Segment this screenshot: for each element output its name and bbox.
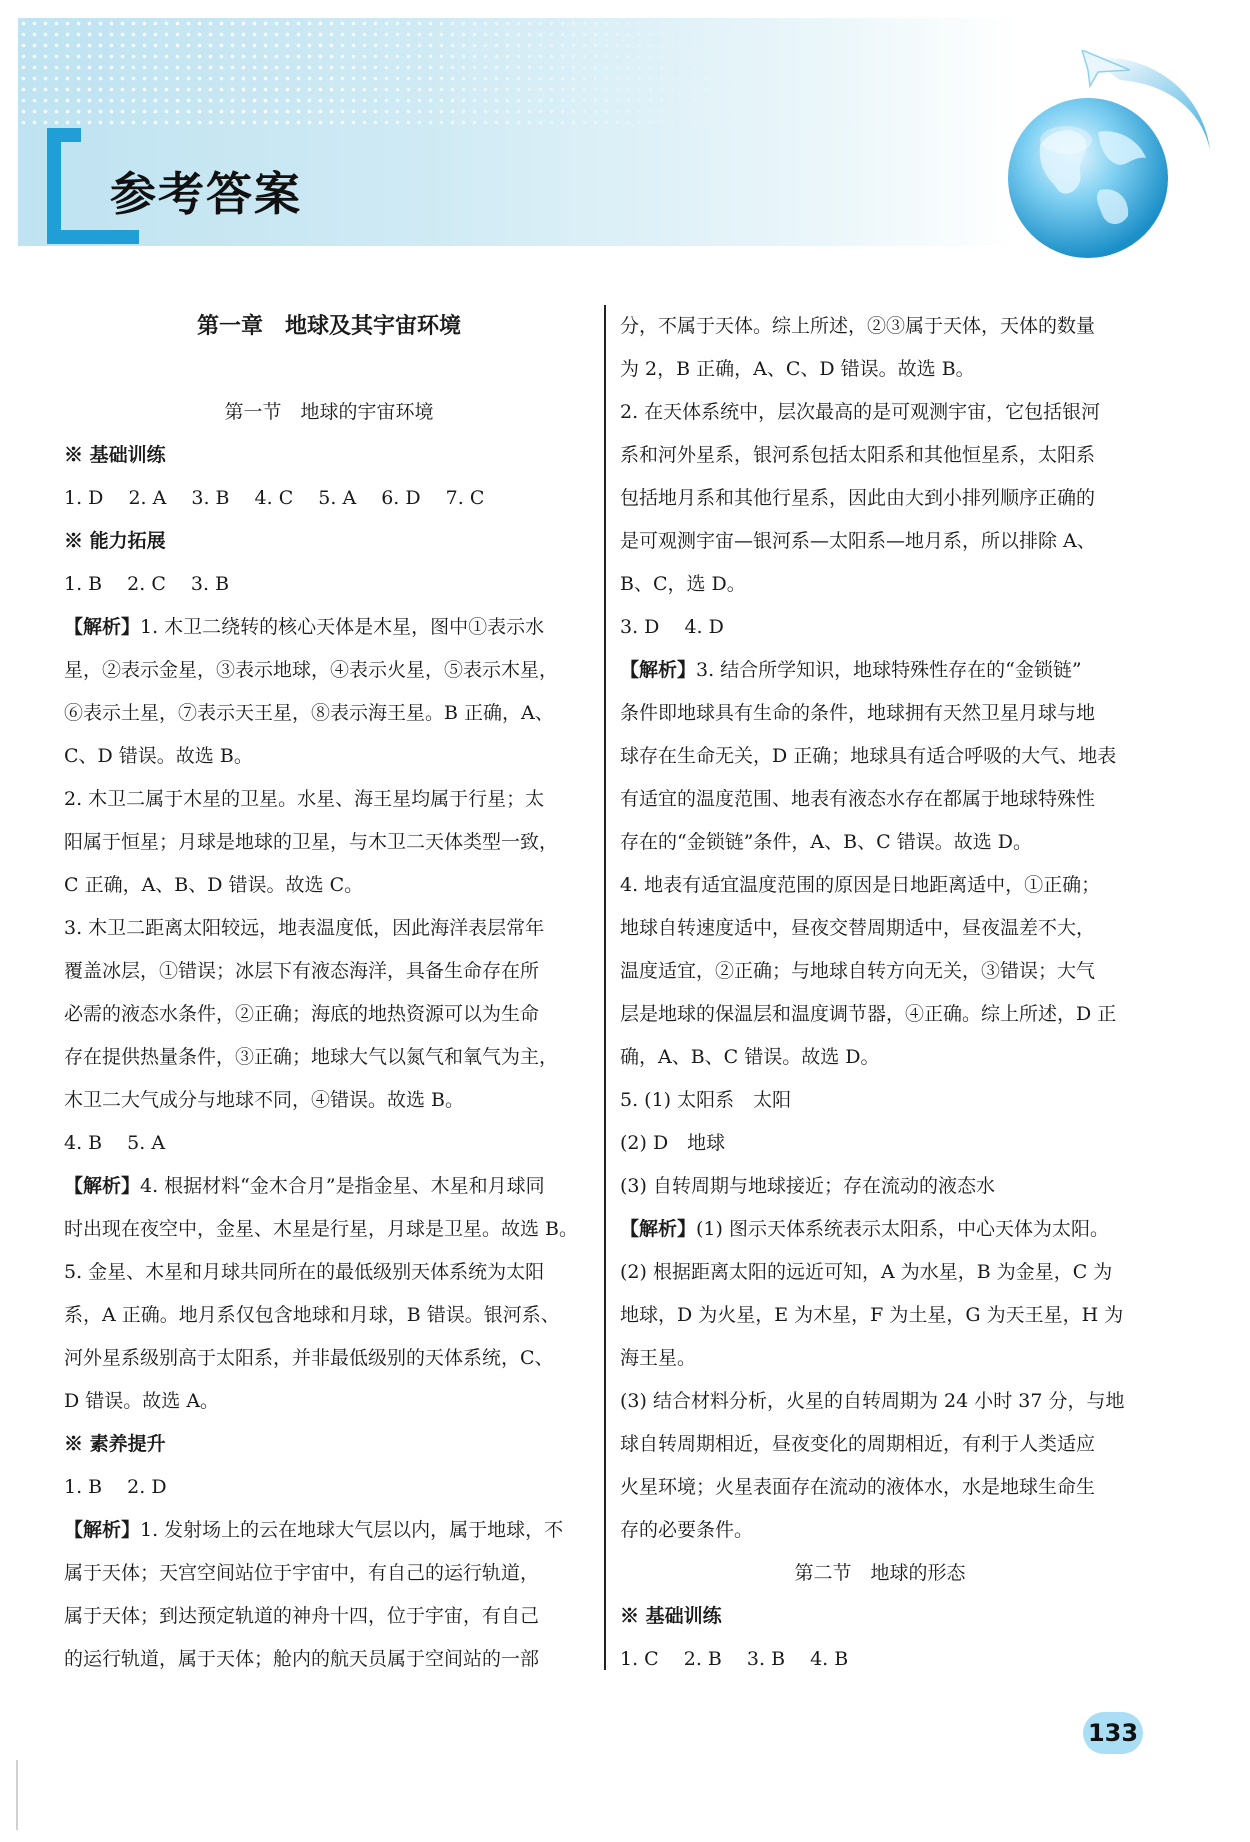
text-line: 层是地球的保温层和温度调节器，④正确。综上所述，D 正 (620, 1003, 1117, 1025)
analysis-tag: 【解析】 (64, 1519, 141, 1541)
text-line: C、D 错误。故选 B。 (64, 745, 253, 767)
analysis-text: 4. 根据材料“金木合月”是指金星、木星和月球同 (140, 1175, 545, 1197)
text-line: 地球自转速度适中，昼夜交替周期适中，昼夜温差不大， (620, 917, 1096, 939)
analysis-tag: 【解析】 (64, 1175, 141, 1197)
text-line: ※ 基础训练 (64, 444, 166, 466)
text-line: 木卫二大气成分与地球不同，④错误。故选 B。 (64, 1089, 465, 1111)
text-line: 第二节 地球的形态 (794, 1562, 966, 1584)
text-line: 球存在生命无关，D 正确；地球具有适合呼吸的大气、地表 (620, 745, 1117, 767)
text-line: 1. D 2. A 3. B 4. C 5. A 6. D 7. C (64, 487, 485, 509)
text-line (64, 606, 594, 649)
analysis-text: (1) 图示天体系统表示太阳系，中心天体为太阳。 (696, 1218, 1109, 1240)
text-line: 4. 地表有适宜温度范围的原因是日地距离适中，①正确； (620, 874, 1101, 896)
text-line: 海王星。 (620, 1347, 697, 1369)
text-line: ※ 能力拓展 (64, 530, 166, 552)
text-line: (2) D 地球 (620, 1132, 726, 1154)
analysis-text: 3. 结合所学知识，地球特殊性存在的“金锁链” (696, 659, 1082, 681)
analysis-tag: 【解析】 (620, 1218, 697, 1240)
column-divider (604, 305, 606, 1670)
analysis-tag: 【解析】 (620, 659, 697, 681)
banner-dot-pattern (18, 18, 778, 128)
globe-icon (980, 50, 1220, 280)
text-line: 条件即地球具有生命的条件，地球拥有天然卫星月球与地 (620, 702, 1096, 724)
text-line: 存在的“金锁链”条件，A、B、C 错误。故选 D。 (620, 831, 1032, 853)
text-line: 2. 在天体系统中，层次最高的是可观测宇宙，它包括银河 (620, 401, 1101, 423)
text-line: (2) 根据距离太阳的远近可知，A 为水星，B 为金星，C 为 (620, 1261, 1113, 1283)
text-line: (3) 结合材料分析，火星的自转周期为 24 小时 37 分，与地 (620, 1390, 1125, 1412)
text-line (64, 1509, 594, 1552)
right-column (620, 305, 1140, 1681)
page-title: 参考答案 (110, 167, 302, 221)
analysis-text: 1. 发射场上的云在地球大气层以内，属于地球，不 (140, 1519, 564, 1541)
text-line: 属于天体；到达预定轨道的神舟十四，位于宇宙，有自己 (64, 1605, 540, 1627)
text-line: 5. (1) 太阳系 太阳 (620, 1089, 792, 1111)
text-line (620, 1208, 1140, 1251)
analysis-tag: 【解析】 (64, 616, 141, 638)
text-line: 存在提供热量条件，③正确；地球大气以氮气和氧气为主， (64, 1046, 559, 1068)
text-line: 属于天体；天宫空间站位于宇宙中，有自己的运行轨道， (64, 1562, 540, 1584)
text-line: 必需的液态水条件，②正确；海底的地热资源可以为生命 (64, 1003, 540, 1025)
text-line: 1. B 2. D (64, 1476, 167, 1498)
text-line: 3. 木卫二距离太阳较远，地表温度低，因此海洋表层常年 (64, 917, 545, 939)
text-line: 星，②表示金星，③表示地球，④表示火星，⑤表示木星， (64, 659, 559, 681)
text-line: 系和河外星系，银河系包括太阳系和其他恒星系，太阳系 (620, 444, 1096, 466)
text-line: 是可观测宇宙—银河系—太阳系—地月系，所以排除 A、 (620, 530, 1096, 552)
text-line: 河外星系级别高于太阳系，并非最低级别的天体系统，C、 (64, 1347, 554, 1369)
text-line: 时出现在夜空中，金星、木星是行星，月球是卫星。故选 B。 (64, 1218, 579, 1240)
text-line: 覆盖冰层，①错误；冰层下有液态海洋，具备生命存在所 (64, 960, 540, 982)
text-line: 第一节 地球的宇宙环境 (224, 401, 434, 423)
text-line: 火星环境；火星表面存在流动的液体水，水是地球生命生 (620, 1476, 1096, 1498)
text-line (620, 649, 1140, 692)
text-line: 球自转周期相近，昼夜变化的周期相近，有利于人类适应 (620, 1433, 1096, 1455)
bracket-decoration (47, 128, 61, 244)
text-line: ⑥表示土星，⑦表示天王星，⑧表示海王星。B 正确，A、 (64, 702, 554, 724)
text-line: D 错误。故选 A。 (64, 1390, 220, 1412)
text-line: 有适宜的温度范围、地表有液态水存在都属于地球特殊性 (620, 788, 1096, 810)
text-line (64, 1165, 594, 1208)
text-line: 的运行轨道，属于天体；舱内的航天员属于空间站的一部 (64, 1648, 540, 1670)
edge-mark (16, 1760, 18, 1830)
text-line: 第一章 地球及其宇宙环境 (196, 313, 461, 339)
text-line: 为 2，B 正确，A、C、D 错误。故选 B。 (620, 358, 975, 380)
text-line: 分，不属于天体。综上所述，②③属于天体，天体的数量 (620, 315, 1096, 337)
text-line (64, 348, 594, 391)
text-line: B、C，选 D。 (620, 573, 746, 595)
page-number: 133 (1083, 1712, 1143, 1754)
text-line: 5. 金星、木星和月球共同所在的最低级别天体系统为太阳 (64, 1261, 545, 1283)
bracket-bottom-bar (47, 230, 139, 244)
text-line: 2. 木卫二属于木星的卫星。水星、海王星均属于行星；太 (64, 788, 545, 810)
text-line: 1. C 2. B 3. B 4. B (620, 1648, 849, 1670)
text-line: C 正确，A、B、D 错误。故选 C。 (64, 874, 364, 896)
text-line: 温度适宜，②正确；与地球自转方向无关，③错误；大气 (620, 960, 1096, 982)
text-line: 确，A、B、C 错误。故选 D。 (620, 1046, 880, 1068)
text-line: 1. B 2. C 3. B (64, 573, 230, 595)
text-line: 包括地月系和其他行星系，因此由大到小排列顺序正确的 (620, 487, 1096, 509)
text-line: 阳属于恒星；月球是地球的卫星，与木卫二天体类型一致， (64, 831, 559, 853)
text-line: 3. D 4. D (620, 616, 724, 638)
text-line: 4. B 5. A (64, 1132, 166, 1154)
text-line: 系，A 正确。地月系仅包含地球和月球，B 错误。银河系、 (64, 1304, 560, 1326)
left-column (64, 305, 594, 1681)
text-line: ※ 基础训练 (620, 1605, 722, 1627)
bracket-top-bar (47, 128, 81, 142)
text-line: 存的必要条件。 (620, 1519, 754, 1541)
analysis-text: 1. 木卫二绕转的核心天体是木星，图中①表示水 (140, 616, 545, 638)
text-line: 地球，D 为火星，E 为木星，F 为土星，G 为天王星，H 为 (620, 1304, 1124, 1326)
text-line: ※ 素养提升 (64, 1433, 166, 1455)
text-line: (3) 自转周期与地球接近；存在流动的液态水 (620, 1175, 995, 1197)
